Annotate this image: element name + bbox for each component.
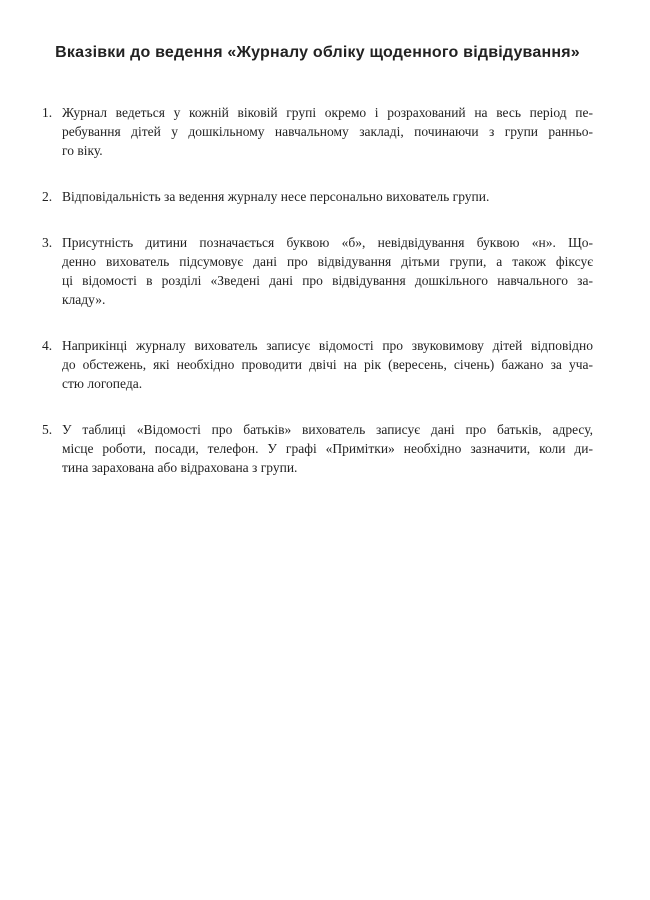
item-text <box>62 187 593 206</box>
item-text <box>62 233 593 309</box>
item-text <box>62 420 593 477</box>
item-text <box>62 336 593 393</box>
list-item <box>42 103 593 160</box>
list-item <box>42 336 593 393</box>
item-line: до обстежень, які необхідно проводити двічі на рік (вересень, січень) бажано за уча- <box>62 357 593 372</box>
item-number: 4. <box>42 338 53 353</box>
item-number: 2. <box>42 189 53 204</box>
item-line: Журнал ведеться у кожній віковій групі окремо і розрахований на весь період пе- <box>62 105 593 120</box>
page-title: Вказівки до ведення «Журналу обліку щоденного відвідування» <box>55 44 580 61</box>
item-text <box>62 103 593 160</box>
item-line: кладу». <box>62 292 106 307</box>
item-line: стю логопеда. <box>62 376 143 391</box>
item-line: Присутність дитини позначається буквою «б», невідвідування буквою «н». Що- <box>62 235 593 250</box>
item-line: тина зарахована або відрахована з групи. <box>62 460 298 475</box>
item-line: го віку. <box>62 143 103 158</box>
instruction-list <box>42 103 593 477</box>
item-line: ці відомості в розділі «Зведені дані про відвідування дошкільного навчального за- <box>62 273 593 288</box>
item-line: У таблиці «Відомості про батьків» вихователь записує дані про батьків, адресу, <box>62 422 593 437</box>
item-line: денно вихователь підсумовує дані про відвідування дітьми групи, а також фіксує <box>62 254 593 269</box>
item-number: 3. <box>42 235 53 250</box>
list-item <box>42 420 593 477</box>
list-item <box>42 233 593 309</box>
item-line: ребування дітей у дошкільному навчальному закладі, починаючи з групи ранньо- <box>62 124 593 139</box>
list-item <box>42 187 593 206</box>
item-line: Відповідальність за ведення журналу несе персонально вихователь групи. <box>62 189 490 204</box>
item-number: 5. <box>42 422 53 437</box>
item-number: 1. <box>42 105 53 120</box>
item-line: місце роботи, посади, телефон. У графі «Примітки» необхідно зазначити, коли ди- <box>62 441 593 456</box>
item-line: Наприкінці журналу вихователь записує відомості про звуковимову дітей відповідно <box>62 338 593 353</box>
